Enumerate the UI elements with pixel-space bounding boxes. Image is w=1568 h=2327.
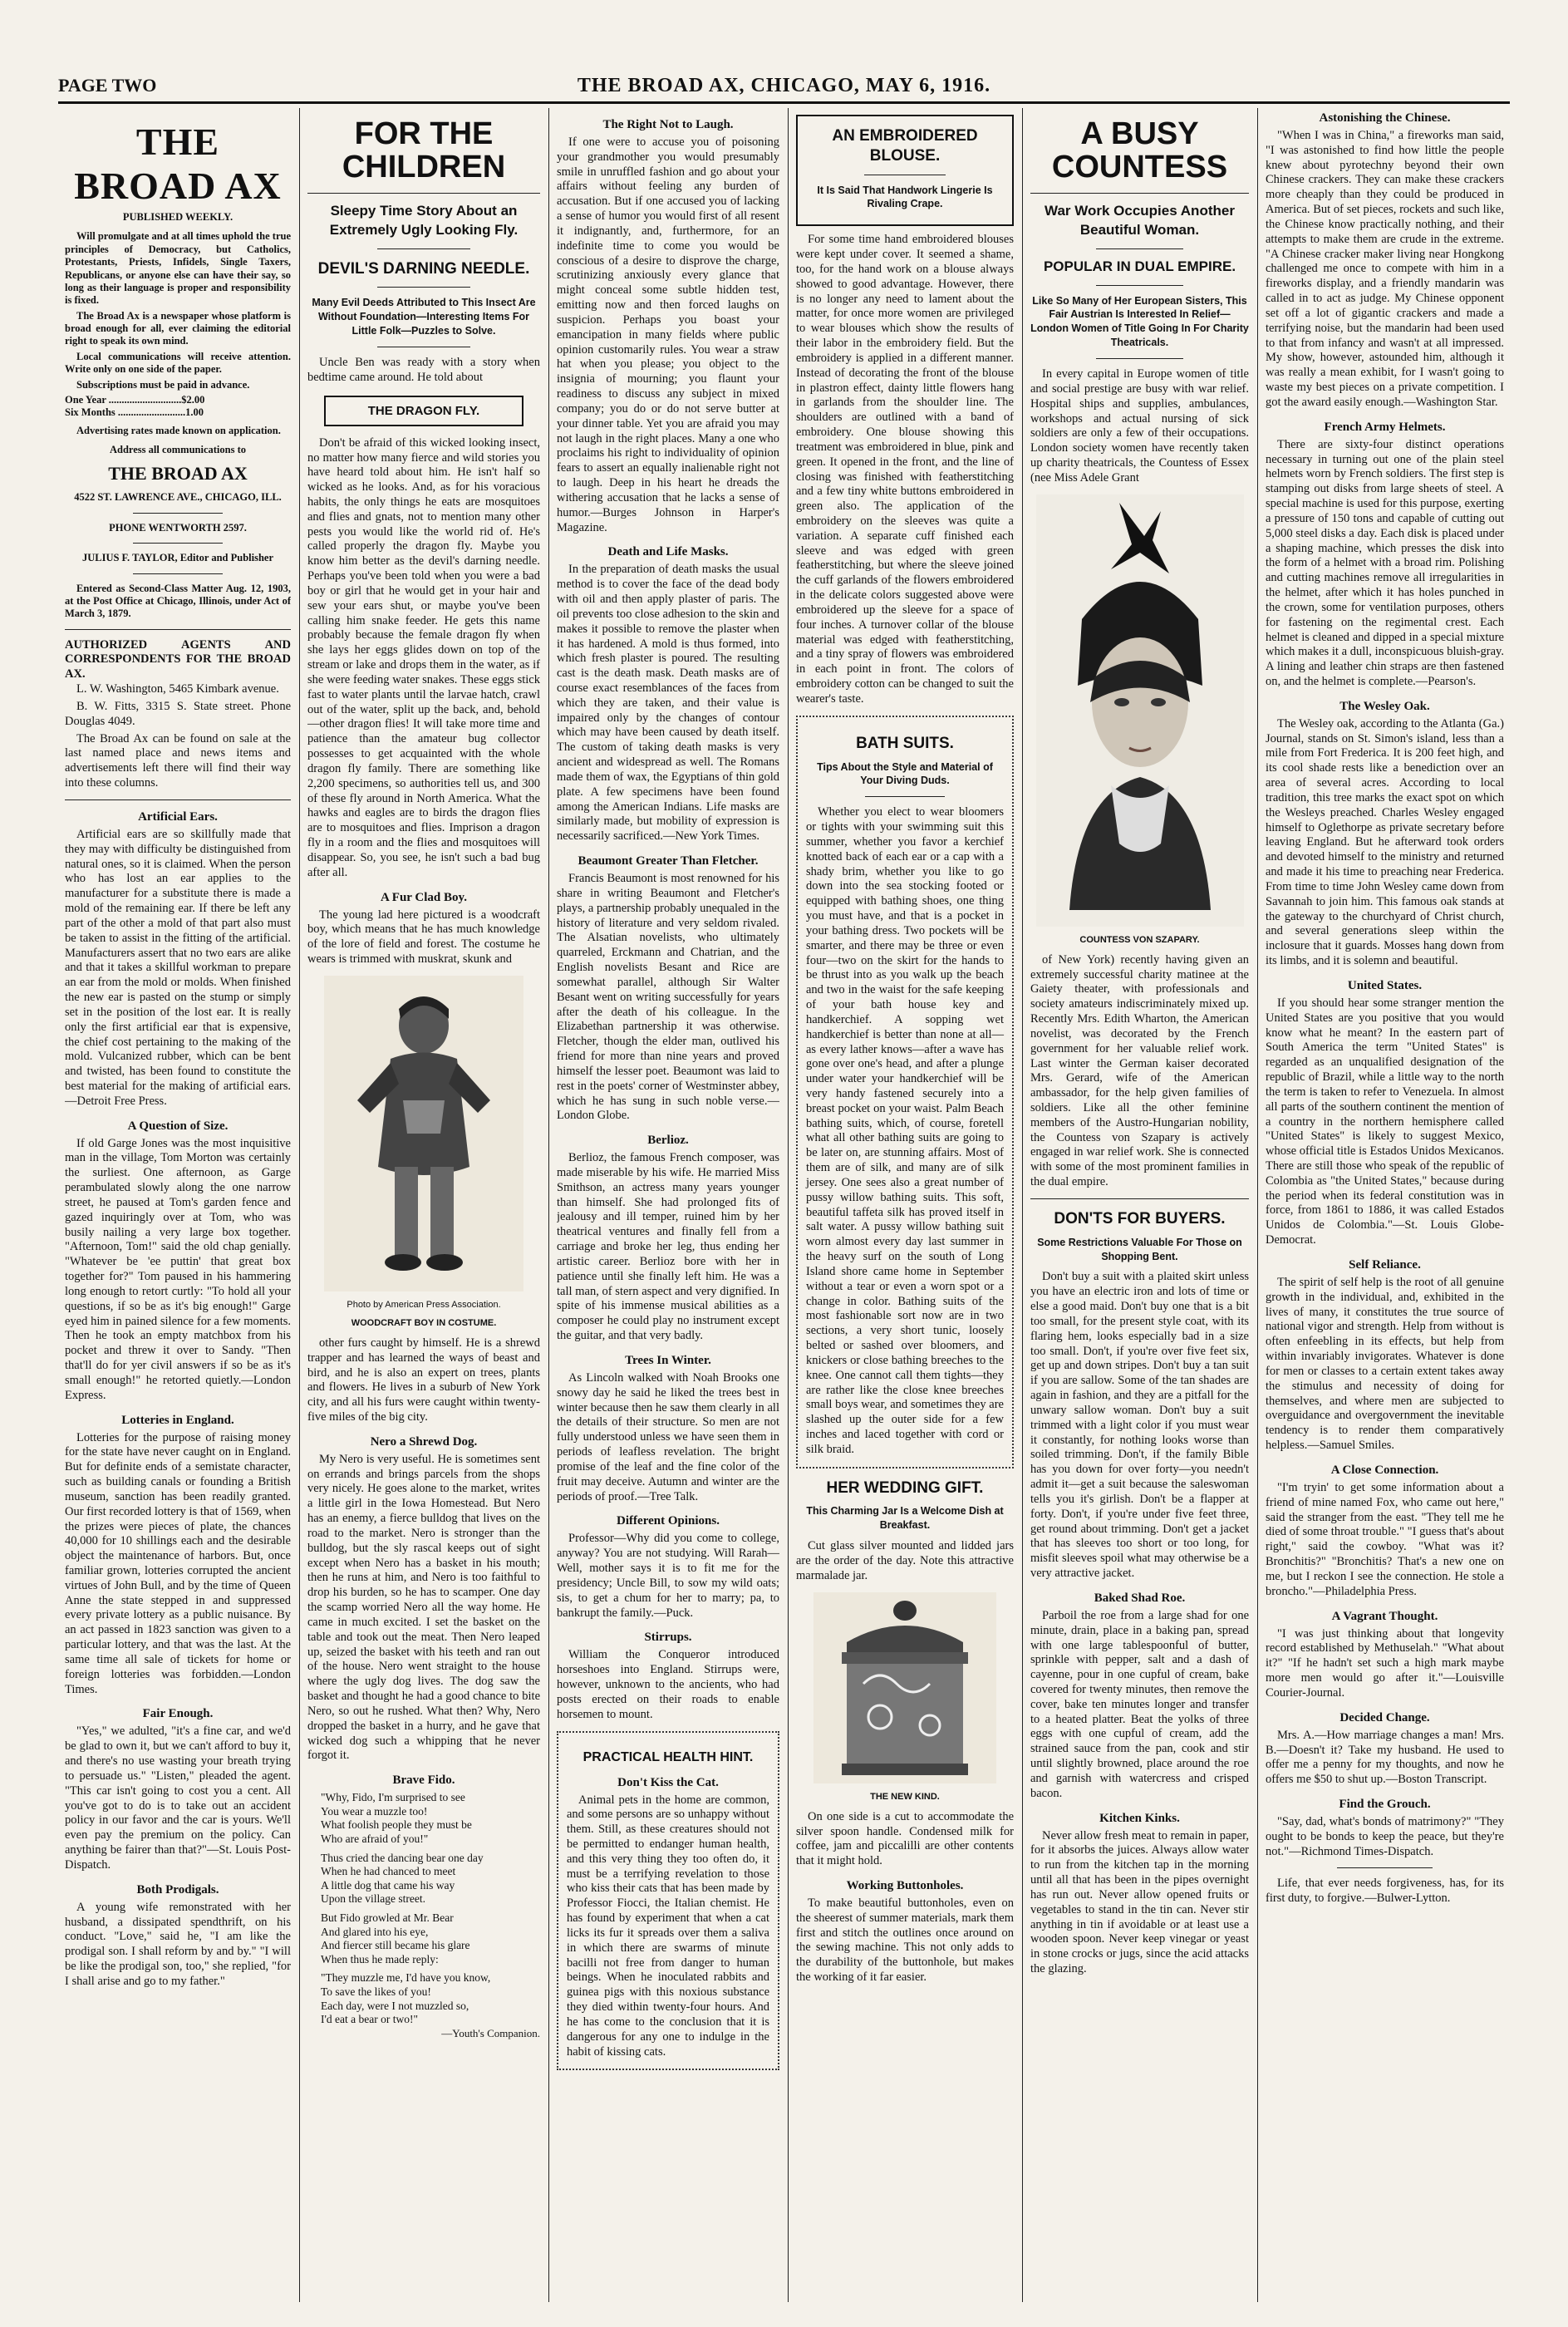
divider — [377, 287, 470, 288]
jar-caption: THE NEW KIND. — [870, 1791, 940, 1802]
headline: HER WEDDING GIFT. — [826, 1478, 984, 1497]
entered-note: Entered as Second-Class Matter Aug. 12, 1903, at the Post Office at Chicago, Illinois, under Act of March 3, 1879. — [65, 582, 291, 620]
poem-line: Each day, were I not muzzled so, — [321, 1999, 469, 2012]
headline: AN EMBROIDERED BLOUSE. — [832, 127, 978, 165]
article-body: Don't buy a suit with a plaited skirt unless you have an electric iron and lots of time or else a good maid. Don't buy one that is a bit too small, for the present style coat, with its flaring hem, looks especially bad in a size too small. Don't, if you're over five feet six, get up and down stripes. Don't buy a tan suit if you are sallow. Some of the tan shades are again in fashion, and they are a pitfall for the unwary sallow woman. Don't buy a suit trimmed with a light color if you must wear it constantly, for nothing looks worse than soiled trimming. Don't, if the family Bible has you down for over forty—you needn't admit it—get a suit because the saleswoman tells you it's girlish. Don't be a flapper at forty. Don't, if you're under five feet three, get round about trimming. Don't get a jacket that has sleeves too short or too long, for misfit sleeves spoil what may otherwise be a very attractive jacket. — [1030, 1270, 1249, 1581]
deck: Many Evil Deeds Attributed to This Insect Are Without Foundation—Interesting Items For Little Folk—Puzzles to Solve. — [312, 297, 536, 337]
poem-line: I'd eat a bear or two!" — [321, 2013, 419, 2026]
article-body: The spirit of self help is the root of all genuine growth in the individual, and, exhibited in the lives of many, it constitutes the true source of national vigor and strength. Help from without is often enfeebling in its effects, but help from within invariably invigorates. Whatever is done for men or classes to a certain extent takes away the stimulus and necessity of doing for themselves, and where men are subjected to overguidance and overgovernment the inevitable tendency is to render them comparatively helpless.—Samuel Smiles. — [1266, 1275, 1504, 1453]
poem-line: "They muzzle me, I'd have you know, — [321, 1971, 491, 1985]
article-body: "Yes," we adulted, "it's a fine car, and we'd be glad to own it, but we can't afford to buy it, and there's no use wasting your breath trying to persuade us." "Listen," pleaded the agent. "This car isn't going to cost you a cent. All you've got to do is to take out an accident policy in our favor and the car is yours. We'll even pay the premium on the policy. Can anything be fairer than that?"—St. Louis Post-Dispatch. — [65, 1724, 291, 1872]
headline: Death and Life Masks. — [607, 545, 729, 559]
box-title: PRACTICAL HEALTH HINT. — [582, 1749, 754, 1764]
article-body: Whether you elect to wear bloomers or tights with your swimming suit this summer, whether you favor a kerchief knotted back of each ear or a cap with a shady brim, whether you like to go down into the sea stocking footed or equipped with bathing shoes, one thing you must have, and that is a pocket in your bathing dress. Two pockets will be smarter, and there may be three or even four—two on the skirt for the hands to be thrust into as you walk up the beach and two in the waist for the safe keeping of your bath house key and handkerchief. A sopping wet handkerchief is better than none at all—as every lather knows—after a wave has gone over one's head, and after a plunge under water your handkerchief will be very handy fastened securely into a breast pocket on your waist. Palm Beach bathing suits, which, of course, foretell what all other bathing suits are going to be later on, are stunning affairs. Most of them are of silk, and many are of silk jersey. One sees also a great number of pussy willow bathing suits. This soft, beautiful taffeta silk has proved itself in salt water. A pussy willow bathing suit worn almost every day last summer in the heavy surf on the south of Long Island shore came home in September without a tear or even a worn spot or a change in color. Bathing suits of the most fashionable sort now are in two sections, a very short tunic, loosely belted or sashed over bloomers, and knickers or close bathing breeches to the knee. One cannot call them tights—they are rather like the close knee breeches small boys wear, and sometimes they are slashed up the outer side for a few inches and laced together with cord or silk braid. — [806, 805, 1004, 1456]
headline: Brave Fido. — [392, 1774, 455, 1788]
subhead: It Is Said That Handwork Lingerie Is Rivaling Crape. — [817, 184, 993, 210]
column-5 — [1030, 108, 1249, 2294]
bath-suits-box — [796, 716, 1014, 1469]
article-body: Berlioz, the famous French composer, was made miserable by his wife. He married Miss Smithson, an actress many years younger than himself. She had prolonged fits of jealousy and ill temper, ruined him by her theatrical ventures and finally fell from a carriage and broke her leg, thus ending her artistic career. Berlioz bore with her in patience until she finally left him. He was a tall man, of stern aspect and very dignified. In spite of his immense musical abilities as a composer he could play no instrument except the guitar, and that very badly. — [557, 1151, 779, 1343]
column-rule — [1257, 108, 1258, 2302]
photo-caption: WOODCRAFT BOY IN COSTUME. — [351, 1317, 497, 1328]
divider — [1337, 1867, 1433, 1868]
headline: French Army Helmets. — [1324, 420, 1446, 434]
subhead: Sleepy Time Story About an Extremely Ugly Looking Fly. — [329, 202, 519, 238]
divider — [133, 513, 224, 514]
headline: A Close Connection. — [1330, 1463, 1439, 1477]
column-2 — [307, 108, 540, 2294]
article-body: In every capital in Europe women of title and social prestige are busy with war relief. Hospital ships and supplies, ambulances, workshops and actual nursing of sick soldiers are only a few of their occupations. London society women have recently taken up charity theatricals, the Countess of Essex (nee Miss Adele Grant — [1030, 367, 1249, 485]
page-number: PAGE TWO — [58, 75, 157, 96]
headline: Astonishing the Chinese. — [1319, 111, 1451, 125]
divider — [865, 796, 944, 797]
headline: DEVIL'S DARNING NEEDLE. — [317, 259, 530, 278]
subhead: War Work Occupies Another Beautiful Woman. — [1045, 202, 1235, 238]
headline: Baked Shad Roe. — [1094, 1591, 1186, 1605]
article-body: If one were to accuse you of poisoning your grandmother you would presumably smile in unruffled fashion and go about your affairs without feeling any burden of accusation. But if one accused you of lacking a sense of humor you would first of all resent it indignantly, and, furthermore, for an indefinite time to come you would be conscious of a desire to disprove the charge, scrutinizing anxiously every glance that might conceal some subtle hidden test, emitting now and then forced laughs on suspicion. Perhaps you boast your emancipation in many fields where public opinion customarily rules. You wear a straw hat when you please; you object to the insignia of mourning; you flaunt your readiness to discuss any subject in mixed company; you do or do not serve butter at your dinner table. Yet you are afraid you may not laugh in the right places. Many a one who proclaims his right to individuality of opinion fears to assert an equally inalienable right not to laugh. Deep in his heart he dreads the withering accusation that he lacks a sense of humor.—Burges Johnson in Harper's Magazine. — [557, 135, 779, 534]
headline: Kitchen Kinks. — [1099, 1811, 1180, 1825]
headline: The Right Not to Laugh. — [602, 118, 734, 131]
subhead: Some Restrictions Valuable For Those on Shopping Bent. — [1037, 1236, 1242, 1262]
story-intro: Uncle Ben was ready with a story when bedtime came around. He told about — [307, 356, 540, 384]
editor-line: JULIUS F. TAYLOR, Editor and Publisher — [81, 552, 274, 564]
poem-line: Who are afraid of you!" — [321, 1832, 429, 1845]
address-name: THE BROAD AX — [108, 463, 248, 485]
poem-line: What foolish people they must be — [321, 1818, 472, 1832]
article-body: Life, that ever needs forgiveness, has, for its first duty, to forgive.—Bulwer-Lytton. — [1266, 1877, 1504, 1906]
poem-line: You wear a muzzle too! — [321, 1804, 428, 1818]
marmalade-jar-illustration — [813, 1592, 996, 1783]
article-body: There are sixty-four distinct operations necessary in turning out one of the plain steel helmets worn by French soldiers. The first step is stamping out disks from large sheets of steel. A special machine is used for this purpose, exerting a pressure of 150 tons and capable of cutting out 5,000 steel disks a day. Each disk is placed under a shaping machine, which presses the disk into the form of a helmet with a broad rim. Polishing and cutting machines remove all irregularities in the helmet, after which it has holes punched in the crown, some for ventilation purposes, others for fastening on the regimental crest. Each helmet is cleaned and dipped in a special mixture which makes it a dull, inconspicuous bluish-gray. A lining and leather chin straps are then fastened on, and the helmet is complete.—Pearson's. — [1266, 437, 1504, 688]
paper-platform: The Broad Ax is a newspaper whose platform is broad enough for all, ever claiming the editorial right to speak its own mind. — [65, 309, 291, 347]
article-body: "Say, dad, what's bonds of matrimony?" "They ought to be bonds to keep the peace, but they're not."—Richmond Times-Dispatch. — [1266, 1814, 1504, 1858]
column-3 — [557, 108, 779, 2294]
subscriptions-note: Subscriptions must be paid in advance. — [76, 378, 250, 391]
poem-signature: —Youth's Companion. — [441, 2026, 540, 2039]
headline: Trees In Winter. — [625, 1353, 711, 1367]
address-street: 4522 ST. LAWRENCE AVE., CHICAGO, ILL. — [74, 491, 282, 504]
column-rule — [1022, 108, 1023, 2302]
divider — [1030, 1198, 1249, 1199]
article-body: Parboil the roe from a large shad for one minute, drain, place in a baking pan, spread with one large tablespoonful of butter, sprinkle with pepper, salt and a dash of cayenne, pour in one cupful of cream, bake covered for twenty minutes, then remove the cover, bake ten minutes longer and transfer to a heated platter. Beat the yolks of three eggs with one cupful of cream, add the strained sauce from the pan, cook and stir until slightly browned, place around the roe and garnish with watercress and crisped bacon. — [1030, 1608, 1249, 1800]
masthead: THE BROAD AX, CHICAGO, MAY 6, 1916. — [577, 75, 991, 96]
poem-line: To save the likes of you! — [321, 1985, 431, 1998]
article-body: For some time hand embroidered blouses were kept under cover. It seemed a shame, too, for the hand work on a blouse always showed to good advantage. However, there is no longer any need to lament about the matter, for once more women are privileged to wear blouses which show the results of their labor in the embroidery field. But the embroidery is applied in a different manner. Instead of decorating the front of the blouse in plastron effect, dainty little flowers hang in garlands from the shoulder line. The shoulders are outlined with a band of embroidery. One blouse showing this treatment was embroidered in blue, pink and green. It opened in the front, and the line of closing was finished with featherstitching and a few tiny white buttons embroidered in green also. The application of the embroidery on the sleeves was quite a variation. A separate cuff finished each sleeve and was edged with green featherstitching, but where the sleeve joined the cuff garlands of the flowers embroidered in the delicate colors suggested above were embroidered up the sleeve for a space of four inches. A turnover collar of the blouse material was edged with featherstitching, and a tiny spray of flowers was embroidered in each point in front. The colors of embroidery cotton can be changed to suit the wearer's taste. — [796, 233, 1014, 706]
article-body: Francis Beaumont is most renowned for his share in writing Beaumont and Fletcher's plays, a partnership probably unequaled in the history of literature and very seldom rivaled. The Alsatian novelists, who ultimately quarreled, Erckmann and Chatrian, and the English novelists Besant and Rice are somewhat parallel, although Sir Walter Besant went on writing successfully for years after the death of his colleague. In the Elizabethan partnership it was otherwise. Fletcher, though the elder man, outlived his friend for more than nine years and proved himself the lesser poet. Beaumont was laid to rest in the poets' corner of Westminster abbey, which he has sung in such noble verse.—London Globe. — [557, 872, 779, 1123]
article-body: A young wife remonstrated with her husband, a dissipated spendthrift, on his conduct. "Love," said he, "I am like the prodigal son. I shall reform by and by." "I will be like the prodigal son, too," she replied, "for I shall arise and go to my father." — [65, 1900, 291, 1988]
headline: Self Reliance. — [1349, 1257, 1421, 1272]
divider — [65, 799, 291, 800]
article-body: Artificial ears are so skillfully made that they may with difficulty be distinguished from natural ones, so it is claimed. When the person who has lost an ear applies to the manufacturer for a substitute there is made a mold of the remaining ear. If there be left any part of the other a mold of that part also must be taken to assist in the fitting of the artificial. Manufacturers assert that no two ears are alike and that it takes a skillful workman to prepare an ear from the mold or molds. When finished the new ear is pasted on the stump or simply set in the position of the lost ear. It is really only the first artificial ear that is expensive, the chief cost pertaining to the making of the mold. Vulcanized rubber, which can be bent and twisted, has been found to constitute the best material for the making of artificial ears.—Detroit Free Press. — [65, 827, 291, 1108]
article-body: If old Garge Jones was the most inquisitive man in the village, Tom Morton was certainly the surliest. One afternoon, as Garge perambulated slowly along the one narrow street, he paused at Tom's garden fence and gazed inquiringly over at Tom, who was busily nailing a very large box together. "Afternoon, Tom!" said the old chap genially. "Whatever be 'ee puttin' that great box together for?" Tom paused in his hammering long enough to retort curtly: "To hold all your questions, if so be as it's big enough!" Garge eyed him in pained silence for a few moments. Then he took an empty matchbox from his pocket and threw it over to Sandy. "Then that'll do for yer civil answers if so be as it's small enough!" he retorted quietly.—London Express. — [65, 1136, 291, 1402]
article-body: Animal pets in the home are common, and some persons are so unhappy without them. Still, as these creatures should not be permitted to endanger human health, and this very thing they too often do, it must be a terrifying revelation to those who kiss their cats that has been made by Professor Fiocci, the Italian chemist. He has found by experiment that when a cat licks its fur it spreads over them a saliva in which there are swarms of minute bacilli not free from danger to human beings. When he inoculated rabbits and guinea pigs with this noxious substance they died within twenty-four hours. And he has come to the conclusion that it is dangerous for any one to indulge in the habit of kissing cats. — [567, 1793, 769, 2059]
article-body: of New York) recently having given an extremely successful charity matinee at the Gaiety theater, with professionals and society amateurs indiscriminately mixed up. Recently Mrs. Edith Wharton, the American novelist, was decorated by the French government for her valuable relief work. Last winter the German kaiser decorated Mrs. Gerard, wife of the American ambassador, for the help given families of soldiers. Like all the other feminine members of the Austro-Hungarian nobility, the Countess von Szapary is actively engaged in war relief work. She is connected with some of the most prominent families in the dual empire. — [1030, 952, 1249, 1189]
headline: A Question of Size. — [127, 1119, 229, 1133]
poem-line: Upon the village street. — [321, 1892, 425, 1906]
headline: United States. — [1347, 978, 1423, 992]
headline: Fair Enough. — [142, 1707, 214, 1721]
article-body: other furs caught by himself. He is a shrewd trapper and has learned the ways of beast and bird, and he is also an expert on trees, plants and flowers. He lives in a suburb of New York city, and all his furs were caught within twenty-five miles of the big city. — [307, 1336, 540, 1424]
story-body: Don't be afraid of this wicked looking insect, no matter how many fierce and wild stories you have heard told about him. He isn't half so wicked as he looks. And, as for his voracious habits, the only things he eats are mosquitoes and flies and gnats, not to mention many other pests you would like the world rid of. He's called properly the dragon fly. Maybe you know him better as the devil's darning needle. Perhaps you've been told when you were a bad boy or girl that he would get in your hair and sew your ears shut, or maybe you've been calling him snake feeder. He gets this name probably because the female dragon fly when she lays her eggs glides down on top of the stream or lake and drops them in the water, as if she were feeding water snakes. These eggs stick fast to water plants until the larvae hatch, crawl out of the water, split up the back, and, behold—other dragon flies! It will take more time and patience than the amateur bug collector possesses to get acquainted with the whole dragon fly family. There are something like 2,200 specimens, so authorities tell us, and 300 of these fly around in North America. What the hawks and eagles are to birds the dragon flies are to mosquitoes and flies. Imprison a dragon fly in a room and the flies and mosquitoes will disappear. So, you see, he isn't such a bad bug after all. — [307, 435, 540, 879]
agent-1: L. W. Washington, 5465 Kimbark avenue. — [76, 682, 279, 696]
headline: Different Opinions. — [617, 1514, 720, 1528]
article-body: On one side is a cut to accommodate the silver spoon handle. Condensed milk for coffee, jam and piccalilli are other contents that it might hold. — [796, 1809, 1014, 1868]
column-4 — [796, 108, 1014, 2294]
poem-line: When he had chanced to meet — [321, 1865, 456, 1878]
divider — [1096, 285, 1183, 286]
rate-one-year: One Year ............................$2.00 — [65, 393, 205, 406]
headline: Working Buttonholes. — [846, 1878, 964, 1892]
article-body: William the Conqueror introduced horseshoes into England. Stirrups were, however, unknown to the ancients, who had posts erected on their roads to enable horsemen to mount. — [557, 1648, 779, 1721]
headline: The Wesley Oak. — [1339, 699, 1430, 713]
article-body: Never allow fresh meat to remain in paper, for it absorbs the juices. Always allow water to run from the kitchen tap in the morning until all that has been in the pipes overnight has run out. Never allow opened fruits or vegetables to stand in the tin can. Never stir anything in tin if avoidable or at least use a wooden spoon. Never keep vinegar or yeast in stone crocks or jugs, since the acid attacks the glazing. — [1030, 1828, 1249, 1976]
headline: A Vagrant Thought. — [1331, 1609, 1438, 1623]
woodcraft-boy-illustration — [324, 976, 523, 1291]
column-rule — [299, 108, 300, 2302]
advertising-note: Advertising rates made known on application. — [76, 424, 281, 436]
headline: A BUSY COUNTESS — [1051, 116, 1228, 184]
paper-subtitle: PUBLISHED WEEKLY. — [122, 211, 233, 223]
phone: PHONE WENTWORTH 2597. — [109, 521, 247, 534]
headline: A Fur Clad Boy. — [381, 890, 467, 904]
subhead: Tips About the Style and Material of Your Diving Duds. — [817, 760, 993, 787]
headline: Beaumont Greater Than Fletcher. — [578, 854, 759, 868]
column-rule — [548, 108, 549, 2302]
column-1 — [65, 108, 291, 2294]
story-title-box: THE DRAGON FLY. — [324, 396, 523, 426]
paper-policy: Will promulgate and at all times uphold the true principles of Democracy, but Catholics, Protestants, Priests, Infidels, Single Taxers, Republicans, or anyone else can have their say, so long as their language is proper and responsibility is fixed. — [65, 230, 291, 307]
headline: Stirrups. — [644, 1631, 692, 1645]
poem — [307, 1791, 540, 2027]
agent-2: B. W. Fitts, 3315 S. State street. Phone Douglas 4049. — [65, 699, 291, 728]
subhead: POPULAR IN DUAL EMPIRE. — [1043, 258, 1236, 274]
blouse-heading-box — [796, 115, 1014, 226]
poem-line: A little dog that came his way — [321, 1878, 455, 1892]
health-hint-box — [557, 1731, 779, 2071]
article-body: Mrs. A.—How marriage changes a man! Mrs. B.—Doesn't it? Take my husband. He used to offer me a penny for my thoughts, and now he offers me $50 to shut up.—Boston Transcript. — [1266, 1728, 1504, 1787]
deck: Like So Many of Her European Sisters, This Fair Austrian Is Interested In Relief—London Women of Title Going In For Charity Theatricals. — [1030, 294, 1249, 349]
poem-line: "Why, Fido, I'm surprised to see — [321, 1791, 465, 1804]
poem-line: When thus he made reply: — [321, 1952, 439, 1965]
article-body: In the preparation of death masks the usual method is to cover the face of the dead body with oil and then apply plaster of paris. The oil prevents too close adhesion to the skin and makes it possible to remove the plaster when it has hardened. A mold is thus formed, into which fresh plaster is poured. The resulting cast is the death mask. Death masks are of course exact resemblances of the faces from which they are taken, and their value is impaired only by the changes of contour which may have been caused by death itself. The custom of taking death masks is very ancient and widespread as well. The Romans made them of wax, the Egyptians of thin gold plate. A few specimens have been found among the American Indians. Life masks are similarly made, but mobility of expression is necessarily sacrificed.—New York Times. — [557, 563, 779, 844]
address-label: Address all communications to — [109, 444, 246, 455]
divider — [1096, 358, 1183, 359]
headline: BATH SUITS. — [856, 734, 954, 752]
subhead: This Charming Jar Is a Welcome Dish at Breakfast. — [806, 1505, 1004, 1532]
headline: Berlioz. — [647, 1134, 689, 1148]
article-body: Cut glass silver mounted and lidded jars are the order of the day. Note this attractive marmalade jar. — [796, 1539, 1014, 1582]
poem-line: But Fido growled at Mr. Bear — [321, 1911, 454, 1924]
countess-portrait — [1036, 494, 1244, 927]
page-header — [58, 68, 1510, 104]
article-body: "When I was in China," a fireworks man said, "I was astonished to find how little the people knew about pyrotechny beyond their own Chinese crackers. They can make these crackers more cheaply than they could be produced in America. But of set pieces, rockets and such like, the Chinese know practically nothing, and their attempts to make them are crude in the extreme. "A Chinese cracker maker living near Hongkong challenged me once to compete with him in a fireworks display, and a friendly mandarin was called in to act as judge. My Chinese opponent set off a lot of gigantic crackers and made a terrifying noise, but the mandarin had been used to that from infancy and wasn't at all impressed. My show, however, astounded him, although it was really a mean exhibit, for I wasn't going to waste my best pieces on a private competition. I got the award easily enough.—Washington Star. — [1266, 129, 1504, 409]
local-note: Local communications will receive attention. Write only on one side of the paper. — [65, 350, 291, 376]
headline: DON'TS FOR BUYERS. — [1054, 1209, 1226, 1227]
headline: Both Prodigals. — [136, 1882, 219, 1897]
headline: Don't Kiss the Cat. — [617, 1775, 719, 1789]
article-body: To make beautiful buttonholes, even on the sheerest of summer materials, mark them first and stitch the outlines once around on the sewing machine. This not only adds to the durability of the buttonhole, but makes the working of it far easier. — [796, 1896, 1014, 1985]
headline: Decided Change. — [1339, 1710, 1430, 1724]
headline: Lotteries in England. — [121, 1413, 234, 1427]
column-rule — [788, 108, 789, 2302]
rate-six-months: Six Months ..........................1.00 — [65, 406, 204, 419]
article-body: The young lad here pictured is a woodcraft boy, which means that he has much knowledge of the lore of field and forest. The costume he wears is trimmed with muskrat, skunk and — [307, 908, 540, 967]
article-body: "I was just thinking about that longevity record established by Methuselah." "What about it?" "If he hadn't set such a high mark maybe more men would go after it."—Louisville Courier-Journal. — [1266, 1626, 1504, 1700]
divider — [1096, 248, 1183, 249]
divider — [133, 543, 224, 544]
divider — [1030, 193, 1249, 194]
section-title: FOR THE CHILDREN — [342, 116, 506, 184]
headline: Find the Grouch. — [1339, 1797, 1431, 1811]
headline: Artificial Ears. — [138, 809, 218, 824]
agents-title: AUTHORIZED AGENTS AND CORRESPONDENTS FOR THE BROAD AX. — [65, 637, 291, 681]
paper-title: THE BROAD AX — [74, 121, 282, 207]
column-6 — [1266, 108, 1504, 2294]
poem-line: And glared into his eye, — [321, 1925, 429, 1938]
article-body: As Lincoln walked with Noah Brooks one snowy day he said he liked the trees best in winter because then he saw them clearly in all the details of their structure. So men are not fully understood unless we have seen them in periods of leafless revelation. The bright promise of the leaf and the fine color of the fruit may deceive. Autumn and winter are the periods of proof.—Tree Talk. — [557, 1370, 779, 1503]
poem-line: And fiercer still became his glare — [321, 1939, 470, 1952]
divider — [307, 193, 540, 194]
article-body: My Nero is very useful. He is sometimes sent on errands and brings parcels from the shops very nicely. He goes alone to the market, writes a little girl in the Iowa Homestead. But Nero has an enemy, a fierce bulldog that lives on the road to the market. Nero is stronger than the bulldog, but the sly rascal keeps out of sight except when Nero has a basket in his mouth; then he runs at him, and Nero is too faithful to drop his burden, so he has to scamper. One day the scamp worried Nero all the way home. He came in much excited. I set the basket on the table and took out the meat. Then Nero leaped up, seized the basket with his teeth and ran out of the house. Nero went straight to the house where the ugly dog lives. The dog saw the basket and thought he had a good chance to bite Nero, so out he rushed. What then? Why, Nero dropped the basket in a hurry, and he gave that wicked dog such a whipping that he never forgot it. — [307, 1452, 540, 1763]
agents-note: The Broad Ax can be found on sale at the last named place and news items and advertisements left there will find their way into these columns. — [65, 731, 291, 790]
divider — [65, 629, 291, 630]
article-body: The Wesley oak, according to the Atlanta (Ga.) Journal, stands on St. Simon's island, less than a mile from Fort Frederica. It is 200 feet high, and its cool shade rests like a benediction over an area of several acres. According to local tradition, this tree marks the exact spot on which the Wesleys preached. Charles Wesley engaged himself to Oglethorpe as private secretary before leaving England. But he afterward took orders and devoted himself to the ministry and returned and made it his time to preaching near Frederica. From time to time John Wesley came down from Savannah to join him. This famous oak stands at the gateway to the churchyard of Christ church, and several generations sleep within the inclosure that it guards. Mosses hang down from its limbs, and it is solemn and beautiful. — [1266, 716, 1504, 968]
article-body: "I'm tryin' to get some information about a friend of mine named Fox, who came out here," said the stranger from the east. "They tell me he died of some throat trouble." "I guess that's about right," said the cowboy. "What was it? Bronchitis?" "Bronchitis? That's a new one on me, but I reckon I see the connection. He stole a broncho."—Philadelphia Press. — [1266, 1480, 1504, 1598]
divider — [133, 573, 224, 574]
portrait-caption: COUNTESS VON SZAPARY. — [1079, 934, 1200, 945]
article-body: Lotteries for the purpose of raising money for the state have never caught on in England. But for definite ends of a semistate character, such as building canals or founding a British museum, sanction has been readily granted. Our first recorded lottery is that of 1569, when the prizes were pieces of plate, the chances 40,000 for 10 shillings each and the desirable object the maintenance of harbors. But, once familiar grown, lotteries corrupted the ancient virtues of John Bull, and by the time of Queen Anne the state stepped in and suppressed every private lottery as a public nuisance. By an act passed in 1823 sanction was given to a particular lottery, and that was the last. At the same time all sale of tickets for home or foreign lotteries was forbidden.—London Times. — [65, 1430, 291, 1696]
article-body: Professor—Why did you come to college, anyway? You are not studying. Will Rarah—Well, mother says it is to fit me for the presidency; Uncle Bill, to sow my wild oats; sis, to get a chum for her to marry; pa, to bankrupt the family.—Puck. — [557, 1532, 779, 1620]
photo-credit: Photo by American Press Association. — [347, 1299, 501, 1310]
divider — [377, 248, 470, 249]
article-body: If you should hear some stranger mention the United States are you positive that you would know what he meant? In the eastern part of South America the term "United States" is regarded as an unqualified designation of the republic of Brazil, while a little way to the north the term is taken to refer to Venezuela. In almost all parts of the southern continent the mention of a country in the northern hemisphere called "United States" is likely to suggest Mexico, whose official title is Estados Unidos Mexicanos. There are still those who speak of the republic of Colombia as "the United States," because during the period when its federal constitution was in force, from 1861 to 1886, it was called Estados Unidos de Colombia."—St. Louis Globe-Democrat. — [1266, 996, 1504, 1247]
poem-line: Thus cried the dancing bear one day — [321, 1851, 484, 1864]
headline: Nero a Shrewd Dog. — [370, 1434, 478, 1449]
